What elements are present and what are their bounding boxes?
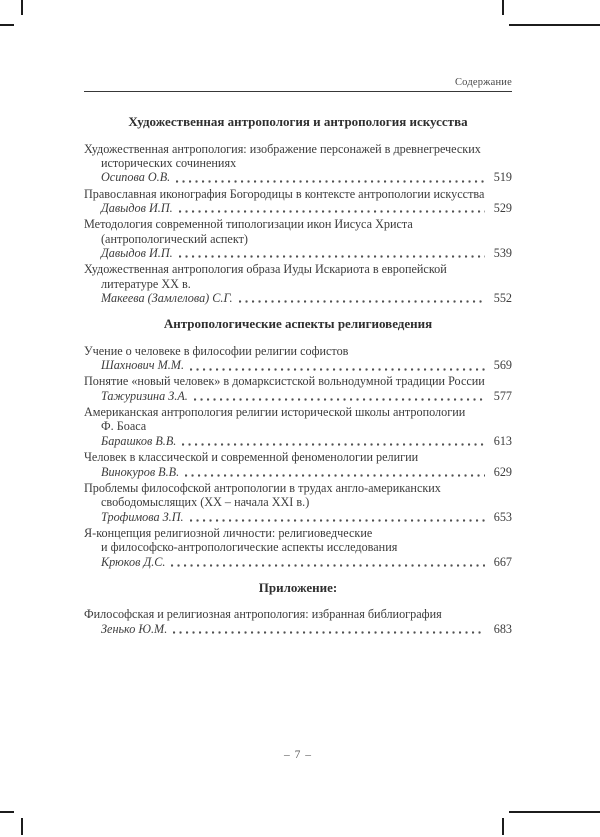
entry-author: Шахнович М.М. bbox=[101, 358, 184, 373]
toc-entry bbox=[84, 405, 512, 448]
crop-mark-top-left-horizontal bbox=[0, 24, 14, 26]
entry-author: Зенько Ю.М. bbox=[101, 621, 168, 636]
entry-title-line: Методология современной типологизации икон Иисуса Христа bbox=[84, 217, 413, 232]
entry-author-line bbox=[84, 465, 512, 479]
dot-leader bbox=[185, 474, 485, 477]
entry-page-number: 629 bbox=[493, 464, 512, 479]
dot-leader bbox=[176, 180, 485, 183]
entry-page-number: 577 bbox=[493, 388, 512, 403]
entry-page-number: 613 bbox=[493, 433, 512, 448]
entry-author-line bbox=[84, 434, 512, 448]
entry-title-line: Человек в классической и современной феноменологии религии bbox=[84, 450, 419, 465]
entry-title-line: (антропологический аспект) bbox=[101, 231, 248, 246]
toc-section bbox=[84, 114, 512, 305]
entry-author-line bbox=[84, 246, 512, 260]
entry-author: Крюков Д.С. bbox=[101, 554, 166, 569]
dot-leader bbox=[182, 443, 485, 446]
crop-mark-bottom-left-vertical bbox=[21, 818, 23, 835]
entry-title-line: Американская антропология религии исторической школы антропологии bbox=[84, 405, 466, 420]
entry-author: Макеева (Замлелова) С.Г. bbox=[101, 290, 233, 305]
entry-author: Давыдов И.П. bbox=[101, 245, 173, 260]
toc-entry bbox=[84, 217, 512, 260]
entry-title-line: Проблемы философской антропологии в трудах англо-американских bbox=[84, 480, 441, 495]
dot-leader bbox=[190, 519, 485, 522]
toc-section bbox=[84, 580, 512, 636]
toc-entry bbox=[84, 526, 512, 569]
entry-title-line: Художественная антропология образа Иуды Искариота в европейской bbox=[84, 262, 447, 277]
dot-leader bbox=[179, 255, 485, 258]
entry-title-line: Православная иконография Богородицы в контексте антропологии искусства bbox=[84, 186, 485, 201]
crop-mark-top-right-horizontal bbox=[509, 24, 600, 26]
dot-leader bbox=[239, 300, 485, 303]
crop-mark-bottom-right-horizontal bbox=[509, 811, 600, 813]
dot-leader bbox=[171, 564, 485, 567]
section-heading: Антропологические аспекты религиоведения bbox=[163, 316, 433, 332]
entry-title-line: свободомыслящих (XX – начала XXI в.) bbox=[101, 495, 310, 510]
toc-entry bbox=[84, 450, 512, 479]
entry-author: Тажуризина З.А. bbox=[101, 388, 188, 403]
entry-author: Осипова О.В. bbox=[101, 170, 171, 185]
entry-page-number: 569 bbox=[493, 358, 512, 373]
entry-page-number: 653 bbox=[493, 509, 512, 524]
dot-leader bbox=[179, 210, 485, 213]
header-rule bbox=[84, 91, 512, 92]
entry-page-number: 529 bbox=[493, 200, 512, 215]
entry-author-line bbox=[84, 170, 512, 184]
entry-page-number: 667 bbox=[493, 554, 512, 569]
dot-leader bbox=[173, 631, 485, 634]
crop-mark-top-right-vertical bbox=[502, 0, 504, 15]
entry-author-line bbox=[84, 389, 512, 403]
toc-entry bbox=[84, 481, 512, 524]
entry-author-line bbox=[84, 555, 512, 569]
entry-title-line: Философская и религиозная антропология: избранная библиография bbox=[84, 607, 442, 622]
toc-body bbox=[84, 114, 512, 636]
entry-author-line bbox=[84, 622, 512, 636]
entry-page-number: 683 bbox=[493, 621, 512, 636]
entry-title-line: и философско-антропологические аспекты исследования bbox=[101, 540, 398, 555]
entry-page-number: 539 bbox=[493, 245, 512, 260]
entry-author: Трофимова З.П. bbox=[101, 509, 184, 524]
entry-page-number: 552 bbox=[493, 290, 512, 305]
toc-entry bbox=[84, 374, 512, 403]
entry-author: Давыдов И.П. bbox=[101, 200, 173, 215]
entry-author-line bbox=[84, 201, 512, 215]
entry-title-line: Художественная антропология: изображение персонажей в древнегреческих bbox=[84, 141, 481, 156]
crop-mark-bottom-right-vertical bbox=[502, 818, 504, 835]
entry-title-line: исторических сочинениях bbox=[101, 155, 237, 170]
crop-mark-top-left-vertical bbox=[21, 0, 23, 15]
entry-author: Винокуров В.В. bbox=[101, 464, 180, 479]
toc-entry bbox=[84, 607, 512, 636]
entry-title-line: Понятие «новый человек» в домарксистской вольнодумной традиции России bbox=[84, 374, 485, 389]
toc-section bbox=[84, 316, 512, 569]
entry-title-line: литературе XX в. bbox=[101, 276, 191, 291]
running-header: Содержание bbox=[454, 77, 512, 88]
entry-author-line bbox=[84, 510, 512, 524]
entry-title-line: Ф. Боаса bbox=[101, 419, 147, 434]
dot-leader bbox=[194, 398, 485, 401]
entry-page-number: 519 bbox=[493, 170, 512, 185]
toc-entry bbox=[84, 187, 512, 216]
toc-entry bbox=[84, 142, 512, 185]
entry-title-line: Я-концепция религиозной личности: религиоведческие bbox=[84, 525, 373, 540]
section-heading: Художественная антропология и антропология искусства bbox=[128, 114, 468, 129]
page-number-footer: – 7 – bbox=[284, 749, 312, 761]
dot-leader bbox=[190, 368, 485, 371]
entry-title-line: Учение о человеке в философии религии софистов bbox=[84, 343, 349, 358]
entry-author: Барашков В.В. bbox=[101, 433, 177, 448]
entry-author-line bbox=[84, 291, 512, 305]
toc-entry bbox=[84, 344, 512, 373]
crop-mark-bottom-left-horizontal bbox=[0, 811, 14, 813]
page-content bbox=[84, 77, 512, 638]
toc-entry bbox=[84, 262, 512, 305]
entry-author-line bbox=[84, 358, 512, 372]
section-heading: Приложение: bbox=[258, 579, 338, 595]
